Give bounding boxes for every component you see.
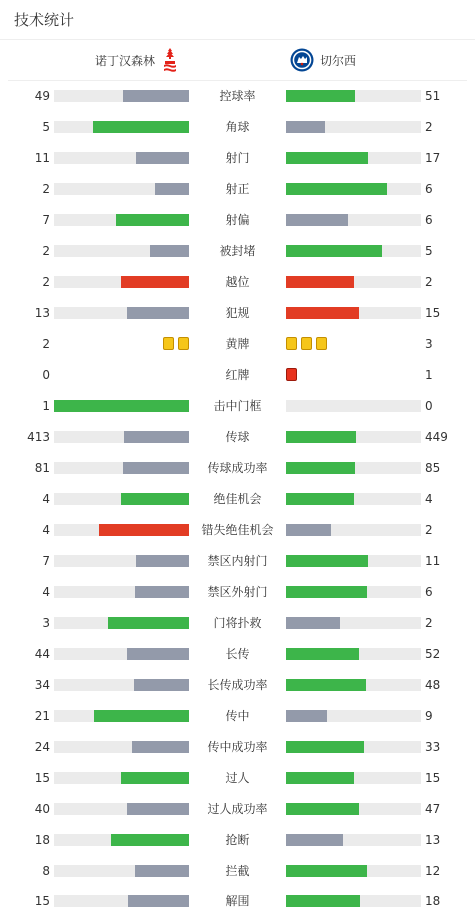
stat-label: 禁区内射门: [207, 553, 268, 568]
away-value: 12: [425, 863, 441, 878]
home-bar-fill: [155, 183, 189, 195]
stat-row[interactable]: [0, 179, 475, 199]
stat-row[interactable]: [0, 706, 475, 726]
stat-label: 传球: [225, 429, 250, 444]
away-bar-track: [286, 617, 421, 629]
stat-label: 抢断: [225, 832, 250, 847]
away-bar-fill: [286, 307, 359, 319]
away-value: 9: [425, 708, 433, 723]
stat-row[interactable]: [0, 551, 475, 571]
away-bar-track: [286, 121, 421, 133]
home-bar-track: [54, 772, 189, 784]
away-bar-track: [286, 865, 421, 877]
home-bar-fill: [132, 741, 189, 753]
stat-label: 过人成功率: [207, 801, 268, 816]
home-bar-track: [54, 710, 189, 722]
away-value: 4: [425, 491, 433, 506]
away-bar-track: [286, 152, 421, 164]
stat-row[interactable]: [0, 861, 475, 881]
home-value: 13: [34, 305, 50, 320]
away-value: 0: [425, 398, 433, 413]
away-bar-track: [286, 245, 421, 257]
stat-row[interactable]: [0, 799, 475, 819]
home-bar-track: [54, 307, 189, 319]
stat-row[interactable]: [0, 458, 475, 478]
home-bar-fill: [135, 586, 189, 598]
away-bar-fill: [286, 555, 368, 567]
home-bar-fill: [127, 307, 189, 319]
away-bar-fill: [286, 462, 355, 474]
home-value: 49: [34, 89, 50, 103]
away-bar-track: [286, 834, 421, 846]
stat-label: 射偏: [225, 212, 250, 227]
page-header: [0, 0, 475, 40]
home-bar-fill: [136, 555, 189, 567]
home-bar-fill: [128, 895, 189, 907]
stat-row[interactable]: [0, 272, 475, 292]
home-bar-track: [54, 617, 189, 629]
stat-row[interactable]: [0, 768, 475, 788]
home-bar-fill: [121, 276, 189, 288]
home-bar-track: [54, 462, 189, 474]
away-bar-fill: [286, 741, 364, 753]
home-value: 2: [42, 181, 50, 196]
away-bar-fill: [286, 493, 354, 505]
away-value: 6: [425, 212, 433, 227]
away-value: 51: [425, 89, 441, 103]
stat-label: 击中门框: [213, 398, 262, 413]
home-bar-fill: [121, 772, 189, 784]
stat-row[interactable]: [0, 396, 475, 416]
away-value: 2: [425, 274, 433, 289]
home-value: 4: [42, 584, 50, 599]
away-cards: [286, 368, 297, 382]
home-value: 40: [34, 801, 50, 816]
home-cards: [163, 337, 189, 351]
away-bar-fill: [286, 679, 366, 691]
stat-label: 禁区外射门: [207, 584, 268, 599]
away-bar-track: [286, 276, 421, 288]
away-bar-fill: [286, 152, 368, 164]
away-value: 2: [425, 615, 433, 630]
home-value: 413: [27, 429, 50, 444]
stat-row[interactable]: [0, 582, 475, 602]
home-value: 44: [34, 646, 50, 661]
away-bar-track: [286, 895, 421, 907]
stat-label: 犯规: [225, 305, 250, 320]
away-value: 449: [425, 429, 448, 444]
home-bar-track: [54, 431, 189, 443]
away-value: 3: [425, 336, 433, 351]
away-bar-fill: [286, 276, 354, 288]
home-bar-track: [54, 679, 189, 691]
stat-row[interactable]: [0, 675, 475, 695]
yellow-card-icon: [316, 337, 327, 350]
home-value: 24: [34, 739, 50, 754]
away-team[interactable]: [290, 40, 356, 80]
home-bar-track: [54, 803, 189, 815]
home-value: 0: [42, 367, 50, 382]
away-value: 2: [425, 522, 433, 537]
home-bar-track: [54, 741, 189, 753]
home-value: 7: [42, 553, 50, 568]
away-bar-track: [286, 183, 421, 195]
yellow-card-icon: [178, 337, 189, 350]
away-bar-fill: [286, 803, 359, 815]
home-bar-fill: [108, 617, 189, 629]
away-value: 5: [425, 243, 433, 258]
stat-label: 被封堵: [219, 243, 256, 258]
home-bar-track: [54, 648, 189, 660]
stat-label: 门将扑救: [213, 615, 262, 630]
home-bar-track: [54, 493, 189, 505]
stat-row[interactable]: [0, 334, 475, 354]
home-bar-fill: [121, 493, 189, 505]
home-bar-track: [54, 586, 189, 598]
away-bar-track: [286, 555, 421, 567]
stat-label: 拦截: [225, 863, 250, 878]
home-bar-fill: [99, 524, 189, 536]
home-bar-track: [54, 895, 189, 907]
away-bar-track: [286, 679, 421, 691]
home-bar-fill: [123, 90, 189, 102]
away-bar-fill: [286, 895, 360, 907]
away-value: 6: [425, 584, 433, 599]
stat-row[interactable]: [0, 303, 475, 323]
away-value: 48: [425, 677, 441, 692]
stat-label: 角球: [225, 119, 250, 134]
away-bar-track: [286, 90, 421, 102]
away-bar-track: [286, 772, 421, 784]
stat-row[interactable]: [0, 365, 475, 385]
away-bar-fill: [286, 245, 382, 257]
away-value: 11: [425, 553, 441, 568]
home-value: 2: [42, 243, 50, 258]
home-bar-track: [54, 834, 189, 846]
stat-row[interactable]: [0, 520, 475, 540]
stat-row[interactable]: [0, 427, 475, 447]
home-bar-track: [54, 400, 189, 412]
home-value: 4: [42, 522, 50, 537]
stat-row[interactable]: [0, 644, 475, 664]
away-value: 15: [425, 305, 441, 320]
stat-label: 传中: [225, 708, 250, 723]
away-bar-track: [286, 648, 421, 660]
home-bar-fill: [127, 803, 189, 815]
home-value: 18: [34, 832, 50, 847]
stat-label: 控球率: [219, 89, 256, 103]
away-value: 85: [425, 460, 441, 475]
away-value: 33: [425, 739, 441, 754]
home-bar-track: [54, 524, 189, 536]
away-bar-fill: [286, 648, 359, 660]
stat-label: 过人: [225, 770, 250, 785]
away-value: 2: [425, 119, 433, 134]
home-bar-track: [54, 121, 189, 133]
home-bar-track: [54, 276, 189, 288]
stat-label: 红牌: [225, 367, 250, 382]
stat-label: 解围: [225, 894, 250, 909]
away-value: 52: [425, 646, 441, 661]
away-bar-fill: [286, 183, 387, 195]
home-team-name: 诺丁汉森林: [94, 53, 155, 68]
away-bar-track: [286, 741, 421, 753]
away-bar-track: [286, 307, 421, 319]
away-bar-fill: [286, 524, 331, 536]
stat-row[interactable]: [0, 241, 475, 261]
home-bar-track: [54, 865, 189, 877]
home-bar-fill: [127, 648, 189, 660]
home-value: 3: [42, 615, 50, 630]
stat-row[interactable]: [0, 613, 475, 633]
teams-header: [8, 40, 467, 81]
home-bar-fill: [54, 400, 189, 412]
home-bar-track: [54, 214, 189, 226]
home-value: 2: [42, 274, 50, 289]
home-bar-track: [54, 183, 189, 195]
home-bar-fill: [124, 431, 189, 443]
stat-row[interactable]: [0, 489, 475, 509]
away-value: 47: [425, 801, 441, 816]
home-value: 21: [34, 708, 50, 723]
home-bar-fill: [135, 865, 189, 877]
home-bar-fill: [123, 462, 189, 474]
home-value: 2: [42, 336, 50, 351]
away-bar-fill: [286, 617, 340, 629]
away-value: 18: [425, 894, 441, 909]
stat-label: 绝佳机会: [213, 491, 262, 506]
away-value: 6: [425, 181, 433, 196]
away-bar-track: [286, 400, 421, 412]
stat-row[interactable]: [0, 891, 475, 911]
home-bar-fill: [93, 121, 189, 133]
away-bar-track: [286, 431, 421, 443]
stat-label: 越位: [225, 274, 250, 289]
home-value: 4: [42, 491, 50, 506]
away-value: 17: [425, 150, 441, 165]
away-value: 13: [425, 832, 441, 847]
home-bar-fill: [136, 152, 189, 164]
yellow-card-icon: [301, 337, 312, 350]
away-bar-track: [286, 803, 421, 815]
away-bar-fill: [286, 214, 348, 226]
home-value: 7: [42, 212, 50, 227]
home-team[interactable]: [95, 40, 177, 80]
yellow-card-icon: [163, 337, 174, 350]
home-bar-fill: [150, 245, 189, 257]
away-bar-track: [286, 214, 421, 226]
away-bar-track: [286, 586, 421, 598]
stat-label: 传球成功率: [207, 460, 268, 475]
yellow-card-icon: [286, 337, 297, 350]
stat-label: 错失绝佳机会: [201, 522, 274, 537]
stat-row[interactable]: [0, 210, 475, 230]
away-bar-fill: [286, 865, 367, 877]
away-bar-fill: [286, 586, 367, 598]
home-value: 5: [42, 119, 50, 134]
stat-row[interactable]: [0, 86, 475, 106]
stat-row[interactable]: [0, 117, 475, 137]
page-title: 技术统计: [14, 11, 75, 29]
home-bar-track: [54, 555, 189, 567]
home-value: 11: [34, 150, 50, 165]
away-bar-track: [286, 710, 421, 722]
away-value: 1: [425, 367, 433, 382]
stat-row[interactable]: [0, 148, 475, 168]
home-value: 1: [42, 398, 50, 413]
away-bar-track: [286, 493, 421, 505]
away-value: 15: [425, 770, 441, 785]
home-bar-fill: [94, 710, 189, 722]
chelsea-crest-icon: [290, 48, 314, 72]
stat-label: 传中成功率: [207, 739, 268, 754]
home-bar-fill: [134, 679, 189, 691]
away-bar-fill: [286, 834, 343, 846]
home-bar-track: [54, 90, 189, 102]
home-bar-fill: [116, 214, 189, 226]
away-bar-track: [286, 524, 421, 536]
stat-row[interactable]: [0, 737, 475, 757]
home-value: 34: [34, 677, 50, 692]
home-value: 15: [34, 770, 50, 785]
away-bar-fill: [286, 431, 356, 443]
home-bar-track: [54, 245, 189, 257]
home-value: 81: [34, 460, 50, 475]
stat-row[interactable]: [0, 830, 475, 850]
home-value: 15: [34, 894, 50, 909]
home-bar-track: [54, 152, 189, 164]
away-bar-fill: [286, 710, 327, 722]
away-bar-fill: [286, 121, 325, 133]
away-cards: [286, 337, 327, 351]
away-team-name: 切尔西: [320, 53, 357, 68]
stat-label: 射门: [225, 150, 250, 165]
nottingham-forest-crest-icon: [163, 47, 177, 73]
stat-label: 长传: [225, 646, 250, 661]
stat-label: 长传成功率: [207, 677, 268, 692]
home-bar-fill: [111, 834, 189, 846]
away-bar-track: [286, 462, 421, 474]
home-value: 8: [42, 863, 50, 878]
away-bar-fill: [286, 90, 355, 102]
red-card-icon: [286, 368, 297, 381]
stat-label: 黄牌: [225, 336, 250, 351]
away-bar-fill: [286, 772, 354, 784]
stat-label: 射正: [225, 181, 250, 196]
